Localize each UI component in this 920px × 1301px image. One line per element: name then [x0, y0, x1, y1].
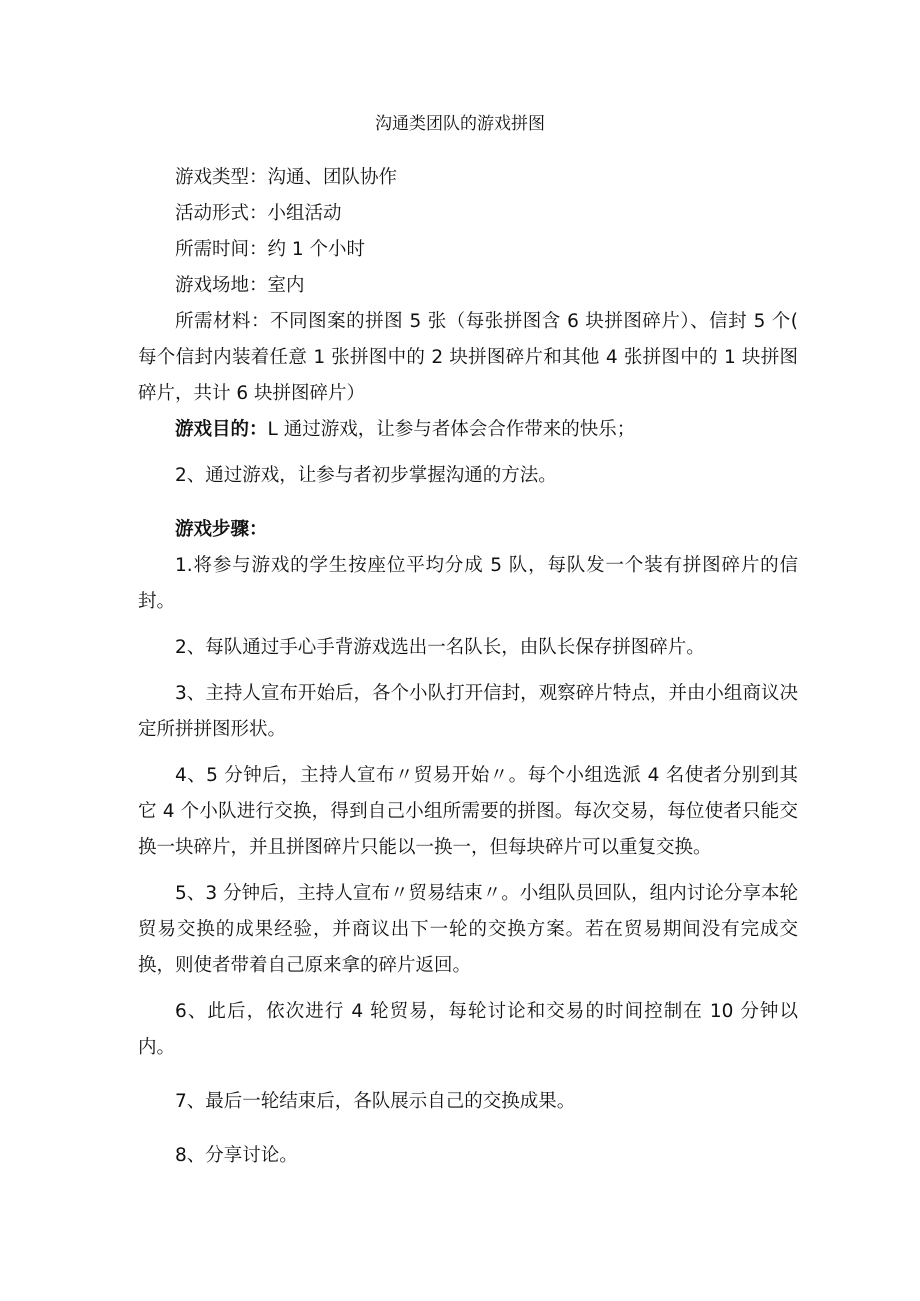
step-item-3: 3、主持人宣布开始后，各个小队打开信封，观察碎片特点，并由小组商议决定所拼拼图形状。 [138, 683, 798, 740]
step-item-4: 4、5 分钟后，主持人宣布〃贸易开始〃。每个小组选派 4 名使者分别到其它 4 个小队进行交换，得到自己小组所需要的拼图。每次交易，每位使者只能交换一块碎片，并且拼图碎片只能以一换一，但每块碎片可以重复交换。 [138, 765, 798, 858]
info-activity-form-label: 活动形式： [175, 203, 268, 224]
info-game-type-label: 游戏类型： [175, 167, 268, 188]
steps-label: 游戏步骤： [175, 519, 268, 540]
goals-item-2: 2、通过游戏，让参与者初步掌握沟通的方法。 [175, 465, 557, 486]
info-materials [138, 304, 798, 412]
info-time-required [138, 232, 798, 268]
info-venue [138, 268, 798, 304]
info-activity-form-value: 小组活动 [267, 203, 342, 224]
goals-item-1-text: L 通过游戏，让参与者体会合作带来的快乐； [267, 419, 636, 440]
info-game-type-value: 沟通、团队协作 [267, 167, 398, 188]
document-body [138, 160, 798, 1174]
step-item-1: 1.将参与游戏的学生按座位平均分成 5 队，每队发一个装有拼图碎片的信封。 [138, 555, 798, 612]
step-item-6: 6、此后，依次进行 4 轮贸易，每轮讨论和交易的时间控制在 10 分钟以内。 [138, 1001, 798, 1058]
info-materials-label: 所需材料： [175, 311, 271, 332]
info-time-required-label: 所需时间： [175, 239, 268, 260]
goals-item-1 [138, 412, 798, 448]
step-item-8: 8、分享讨论。 [175, 1145, 298, 1166]
goals-label: 游戏目的： [175, 419, 268, 440]
info-activity-form [138, 196, 798, 232]
info-venue-label: 游戏场地： [175, 275, 268, 296]
document-title: 沟通类团队的游戏拼图 [375, 114, 545, 134]
step-item-5: 5、3 分钟后，主持人宣布〃贸易结束〃。小组队员回队，组内讨论分享本轮贸易交换的成果经验，并商议出下一轮的交换方案。若在贸易期间没有完成交换，则使者带着自己原来拿的碎片返回。 [138, 883, 798, 976]
info-venue-value: 室内 [267, 275, 305, 296]
step-item-2: 2、每队通过手心手背游戏选出一名队长，由队长保存拼图碎片。 [175, 637, 705, 658]
info-time-required-value: 约 1 个小时 [267, 239, 366, 260]
info-game-type [138, 160, 798, 196]
step-item-7: 7、最后一轮结束后，各队展示自己的交换成果。 [175, 1091, 576, 1112]
info-materials-value: 不同图案的拼图 5 张（每张拼图含 6 块拼图碎片）、信封 5 个( 每个信封内装着任意 1 张拼图中的 2 块拼图碎片和其他 4 张拼图中的 1 块拼图碎片，共计 6 块拼图碎片） [138, 311, 798, 404]
